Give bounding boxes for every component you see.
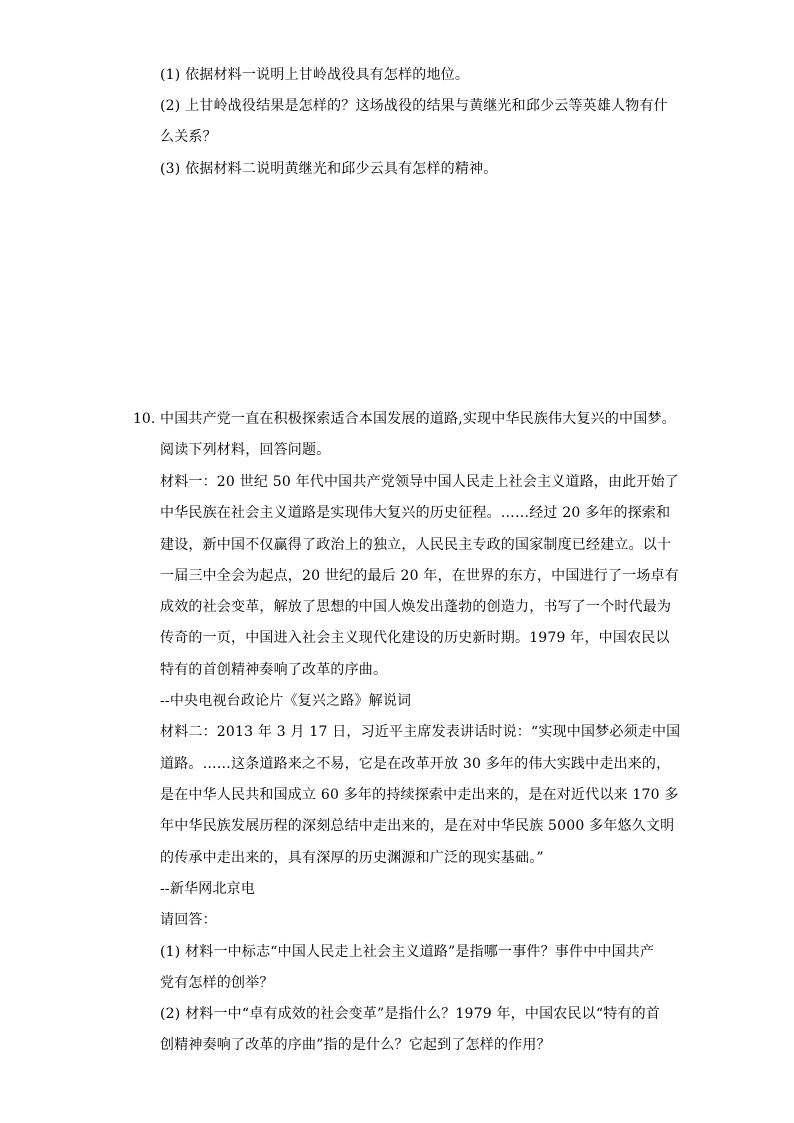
material-1-line: 成效的社会变革，解放了思想的中国人焕发出蓬勃的创造力，书写了一个时代最为 [160, 599, 672, 615]
q9-sub-question-3: (3) 依据材料二说明黄继光和邱少云具有怎样的精神。 [160, 161, 498, 177]
q10-intro-line-2: 阅读下列材料，回答问题。 [160, 442, 331, 458]
material-2-line: 材料二：2013 年 3 月 17 日，习近平主席发表讲话时说：“实现中国梦必须走中国 [160, 724, 681, 740]
q9-sub-question-2-line-1: (2) 上甘岭战役结果是怎样的？这场战役的结果与黄继光和邱少云等英雄人物有什 [160, 98, 668, 114]
q9-sub-question-2-line-2: 么关系？ [160, 129, 217, 145]
material-1-line: 中华民族在社会主义道路是实现伟大复兴的历史征程。……经过 20 多年的探索和 [160, 505, 671, 521]
material-2-line: 是在中华人民共和国成立 60 多年的持续探索中走出来的，是在对近代以来 170 多 [160, 787, 679, 803]
q10-sub-question-2-line-1: (2) 材料一中“卓有成效的社会变革”是指什么？1979 年，中国农民以“特有的首 [160, 1006, 661, 1022]
q10-sub-question-2-line-2: 创精神奏响了改革的序曲”指的是什么？它起到了怎样的作用？ [160, 1037, 551, 1053]
material-1-line: 材料一：20 世纪 50 年代中国共产党领导中国人民走上社会主义道路，由此开始了 [160, 474, 679, 490]
material-2-line: 的传承中走出来的，具有深厚的历史渊源和广泛的现实基础。” [160, 850, 544, 866]
material-1-line: 传奇的一页，中国进入社会主义现代化建设的历史新时期。1979 年，中国农民以 [160, 630, 670, 646]
q10-intro-line-1: 中国共产党一直在积极探索适合本国发展的道路,实现中华民族伟大复兴的中国梦。 [160, 411, 676, 427]
q10-sub-question-1-line-2: 党有怎样的创举？ [160, 975, 274, 991]
material-1-line: 一届三中全会为起点，20 世纪的最后 20 年，在世界的东方，中国进行了一场卓有 [160, 568, 679, 584]
answer-prompt: 请回答： [160, 912, 217, 928]
material-2-line: 道路。……这条道路来之不易，它是在改革开放 30 多年的伟大实践中走出来的， [160, 756, 671, 772]
material-1-line: 特有的首创精神奏响了改革的序曲。 [160, 662, 388, 678]
material-1-source: --中央电视台政论片《复兴之路》解说词 [160, 693, 412, 709]
material-2-line: 年中华民族发展历程的深刻总结中走出来的，是在对中华民族 5000 多年悠久文明 [160, 818, 675, 834]
q9-sub-question-1: (1) 依据材料一说明上甘岭战役具有怎样的地位。 [160, 67, 470, 83]
q10-number: 10. [133, 411, 156, 427]
q10-sub-question-1-line-1: (1) 材料一中标志“中国人民走上社会主义道路”是指哪一事件？事件中中国共产 [160, 944, 655, 960]
material-2-source: --新华网北京电 [160, 881, 256, 897]
material-1-line: 建设，新中国不仅赢得了政治上的独立，人民民主专政的国家制度已经建立。以十 [160, 537, 672, 553]
